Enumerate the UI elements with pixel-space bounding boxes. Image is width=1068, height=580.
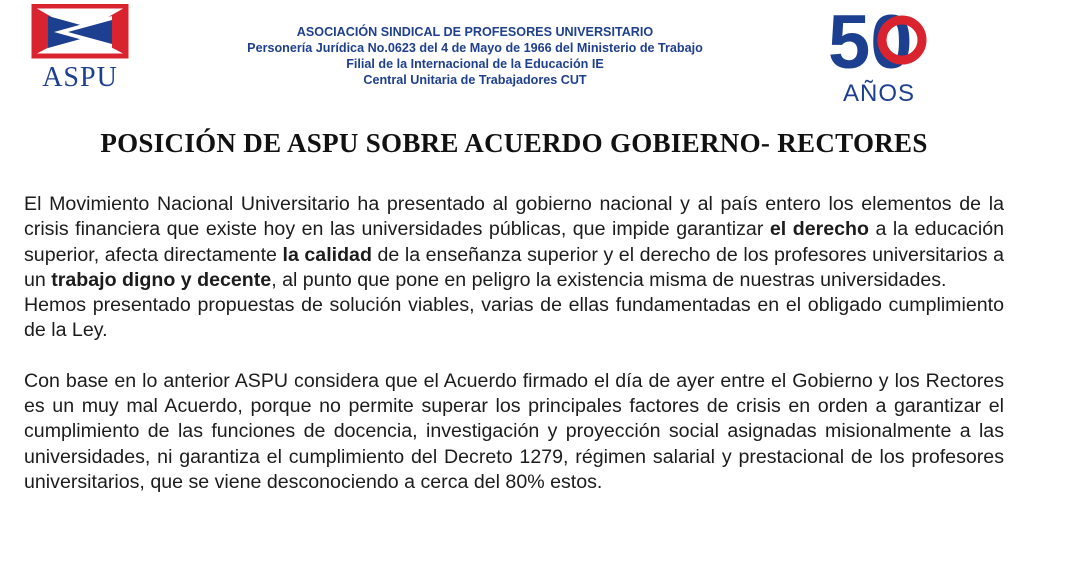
anniversary-number: 50 xyxy=(828,2,913,82)
document-title: POSICIÓN DE ASPU SOBRE ACUERDO GOBIERNO- RECTORES xyxy=(100,128,928,158)
paragraph-1-bold-derecho: el derecho xyxy=(769,218,869,241)
aspu-logo-text: ASPU xyxy=(42,62,118,93)
paragraph-2: Hemos presentado propuestas de solución viables, varias de ellas fundamentadas en el obligado cumplimiento de la Ley. xyxy=(24,294,1004,342)
header-line-4: Central Unitaria de Trabajadores CUT xyxy=(363,73,587,87)
document-body xyxy=(24,192,1004,495)
paragraph-1 xyxy=(24,192,1004,293)
header-line-2: Personería Jurídica No.0623 del 4 de Mayo de 1966 del Ministerio de Trabajo xyxy=(247,41,703,55)
header-line-3: Filial de la Internacional de la Educación IE xyxy=(346,57,604,71)
aspu-emblem-icon xyxy=(28,4,132,64)
anniversary-logo xyxy=(826,2,936,110)
paragraph-1-text-c: a la educación superior, afecta directamente xyxy=(24,218,1004,266)
paragraph-1-bold-trabajo: trabajo digno y decente xyxy=(51,268,272,291)
paragraph-1-text-g: , al punto que pone en peligro la existencia misma de nuestras universidades. xyxy=(271,268,947,291)
header-line-1: ASOCIACIÓN SINDICAL DE PROFESORES UNIVERSITARIO xyxy=(296,25,654,39)
paragraph-1-bold-calidad: la calidad xyxy=(282,243,372,266)
paragraph-1-text-a: El Movimiento Nacional Universitario ha presentado al gobierno nacional y al país entero los elementos de la crisis financiera que existe hoy en las universidades públicas, que impide garantizar xyxy=(24,193,1004,241)
anniversary-text: AÑOS xyxy=(842,80,915,107)
fifty-years-icon xyxy=(826,2,936,82)
paragraph-3: Con base en lo anterior ASPU considera que el Acuerdo firmado el día de ayer entre el Gobierno y los Rectores es un muy mal Acuerdo, porque no permite superar los principales factores de crisis en orden a garantizar el cumplimiento de las funciones de docencia, investigación y proyección social asignadas misionalmente a las universidades, ni garantiza el cumplimiento del Decreto 1279, régimen salarial y prestacional de los profesores universitarios, que se viene desconociendo a cerca del 80% estos. xyxy=(24,369,1004,493)
aspu-logo xyxy=(28,4,132,94)
organization-header xyxy=(150,24,800,88)
paragraph-1-text-e: de la enseñanza superior y el derecho de los profesores universitarios a un xyxy=(24,243,1004,291)
paragraph-spacer xyxy=(24,344,1004,369)
